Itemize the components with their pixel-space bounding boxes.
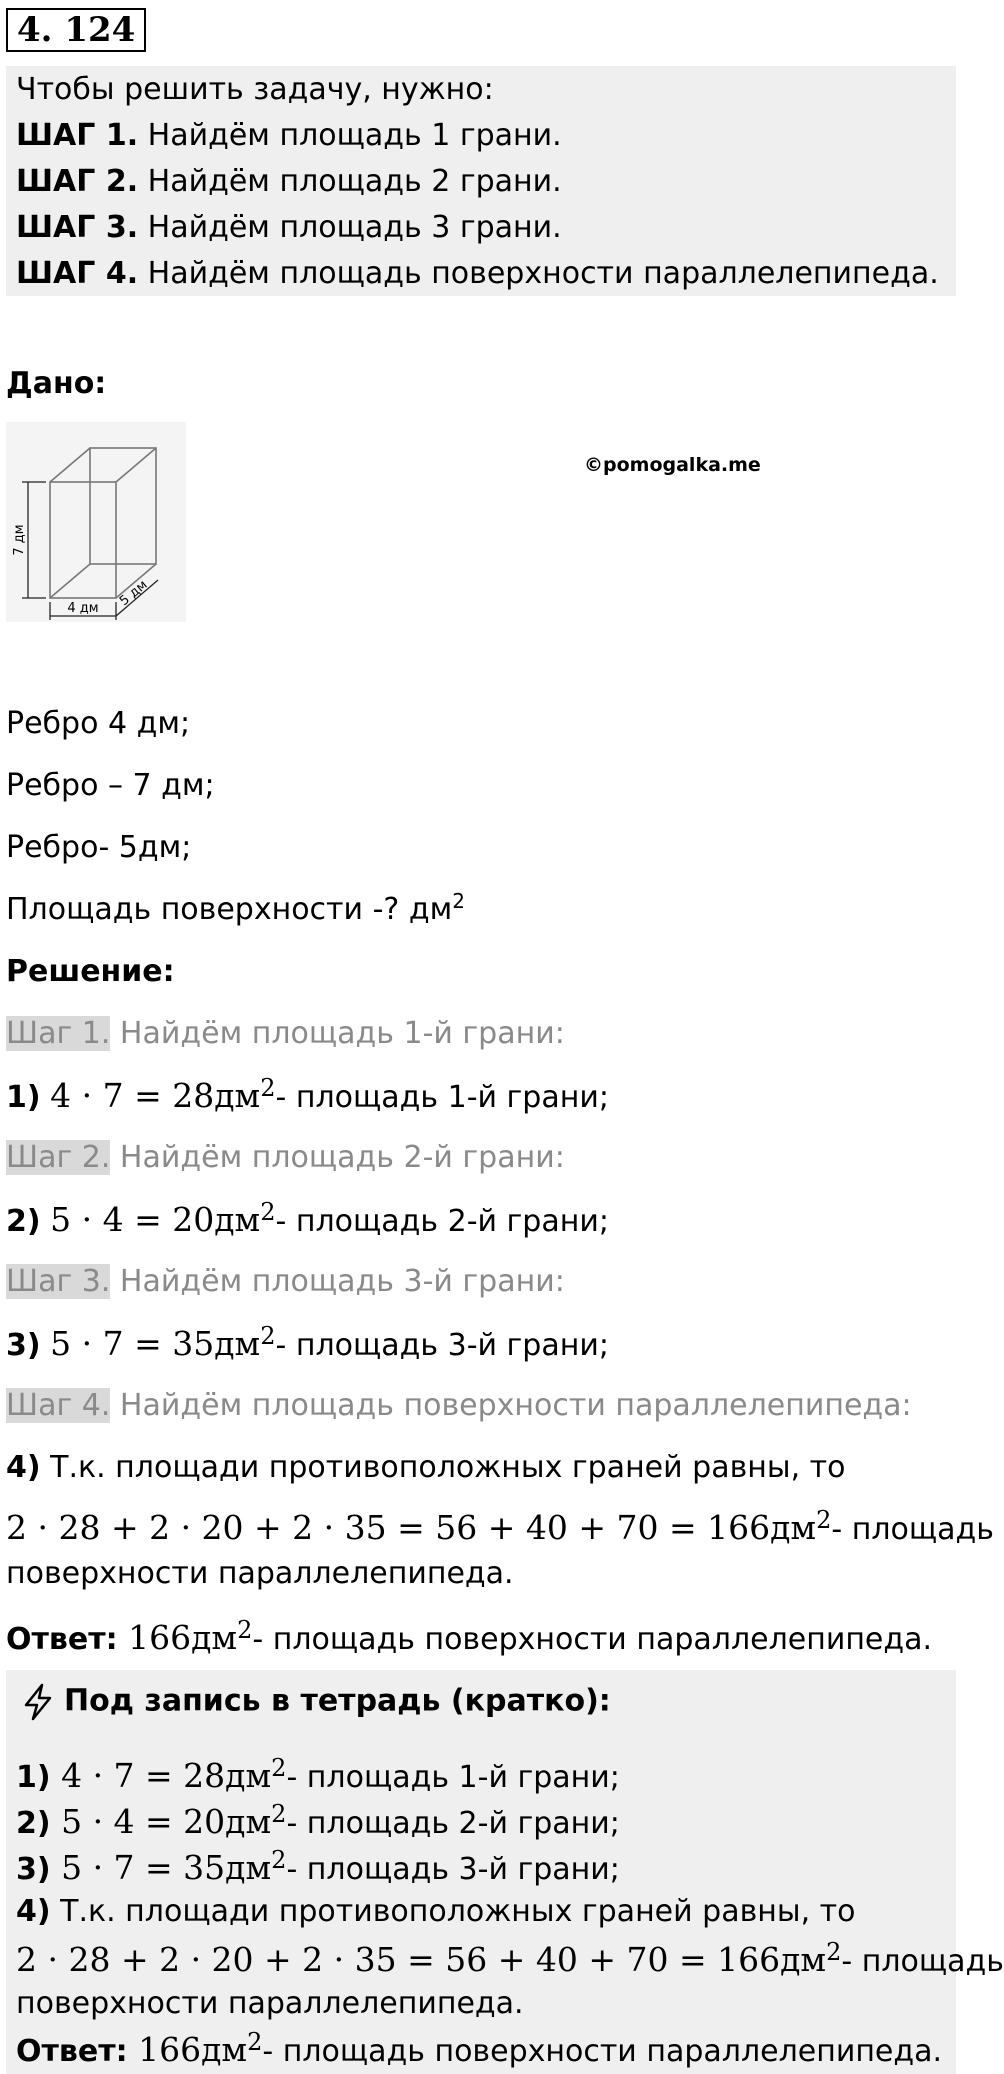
solution-line-1: 1) $4 \cdot 7 = 28дм^2-$ площадь 1-й грани; (6, 1074, 609, 1115)
solution-line-2: 2) $5 \cdot 4 = 20дм^2-$ площадь 2-й грани; (6, 1198, 609, 1239)
solution-line-4-expr: $2 \cdot 28 + 2 \cdot 20 + 2 \cdot 35 = 56 + 40 + 70 = 166дм^2-$ площадь (6, 1506, 994, 1547)
solution-heading: Решение: (6, 954, 175, 989)
parallelepiped-figure (6, 422, 186, 622)
short-heading: Под запись в тетрадь (кратко): (18, 1682, 611, 1722)
plan-step-4: ШАГ 4. Найдём площадь поверхности параллелепипеда. (16, 256, 939, 291)
given-heading: Дано: (6, 366, 107, 401)
solution-step-1-title: Шаг 1. Найдём площадь 1-й грани: (6, 1016, 565, 1051)
short-line-1: 1) $4 \cdot 7 = 28дм^2-$ площадь 1-й грани; (16, 1754, 620, 1795)
given-area-question: Площадь поверхности -? $дм^2$ (6, 889, 465, 927)
solution-line-4-tail: поверхности параллелепипеда. (6, 1556, 514, 1591)
depth-label: 5 дм (116, 577, 151, 610)
height-label: 7 дм (12, 524, 27, 556)
plan-step-2: ШАГ 2. Найдём площадь 2 грани. (16, 164, 562, 199)
solution-answer: Ответ: $166дм^2-$ площадь поверхности параллелепипеда. (6, 1616, 933, 1657)
short-line-4-tail: поверхности параллелепипеда. (16, 1986, 524, 2021)
short-line-3: 3) $5 \cdot 7 = 35дм^2-$ площадь 3-й грани; (16, 1846, 620, 1887)
solution-line-4-text: 4) Т.к. площади противоположных граней равны, то (6, 1450, 846, 1485)
plan-step-3: ШАГ 3. Найдём площадь 3 грани. (16, 210, 562, 245)
solution-step-3-title: Шаг 3. Найдём площадь 3-й грани: (6, 1264, 565, 1299)
solution-step-2-title: Шаг 2. Найдём площадь 2-й грани: (6, 1140, 565, 1175)
short-line-2: 2) $5 \cdot 4 = 20дм^2-$ площадь 2-й грани; (16, 1800, 620, 1841)
watermark: ©pomogalka.me (584, 454, 761, 476)
given-item-2: Ребро – 7 дм; (6, 768, 215, 803)
short-answer: Ответ: $166дм^2-$ площадь поверхности параллелепипеда. (16, 2028, 943, 2069)
short-line-4-text: 4) Т.к. площади противоположных граней равны, то (16, 1894, 856, 1929)
solution-step-4-title: Шаг 4. Найдём площадь поверхности параллелепипеда: (6, 1388, 912, 1423)
plan-intro: Чтобы решить задачу, нужно: (16, 72, 494, 107)
given-item-3: Ребро- 5дм; (6, 830, 192, 865)
given-item-1: Ребро 4 дм; (6, 706, 191, 741)
lightning-icon (18, 1682, 58, 1722)
plan-step-1: ШАГ 1. Найдём площадь 1 грани. (16, 118, 562, 153)
task-number: 4. 124 (6, 8, 146, 52)
solution-line-3: 3) $5 \cdot 7 = 35дм^2-$ площадь 3-й грани; (6, 1322, 609, 1363)
short-line-4-expr: $2 \cdot 28 + 2 \cdot 20 + 2 \cdot 35 = 56 + 40 + 70 = 166дм^2-$ площадь (16, 1938, 1004, 1979)
parallelepiped-drawing (6, 422, 186, 622)
width-label: 4 дм (67, 601, 99, 616)
